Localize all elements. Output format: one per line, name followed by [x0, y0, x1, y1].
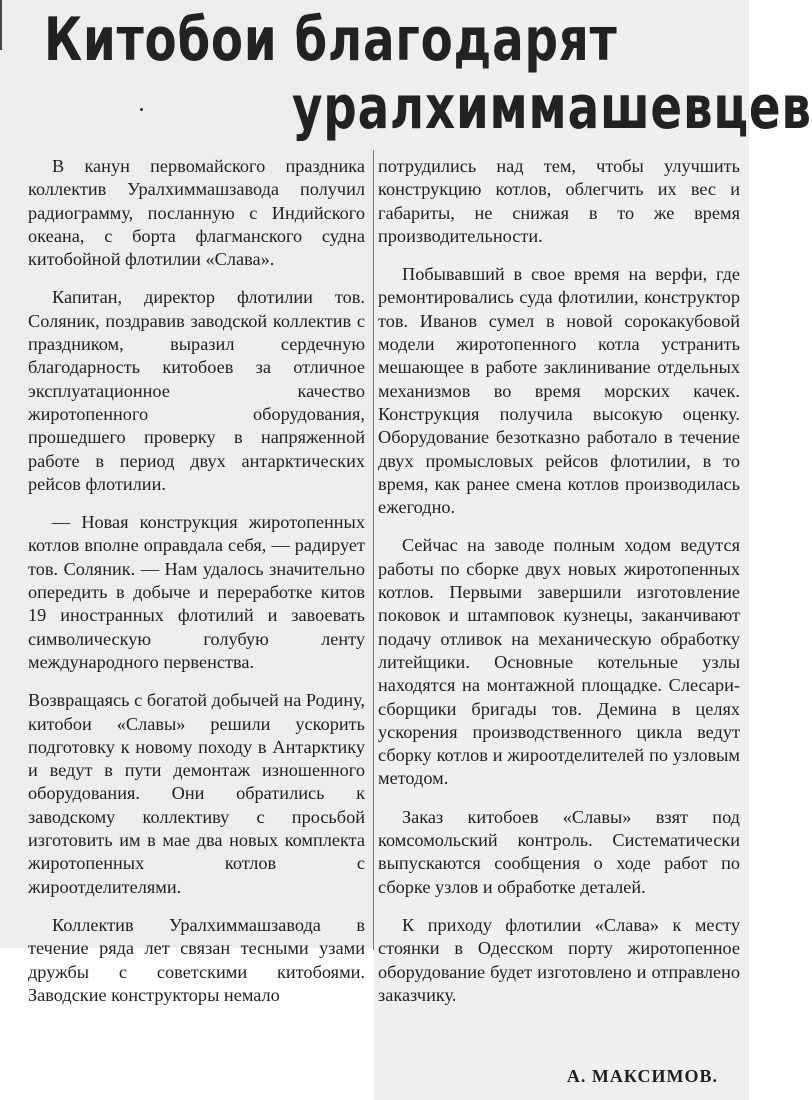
paragraph: Возвращаясь с богатой добычей на Родину, китобои «Славы» решили ускорить подготовку к новому походу в Антарктику и ведут в пути демонтаж изношенного оборудования. Они обратились к заводскому коллективу с просьбой изготовить им в мае два новых комплекта жиротопенных котлов с жироотделителями.	[28, 690, 365, 897]
paragraph: Побывавший в свое время на верфи, где ремонтировались суда флотилии, конструктор тов. Иванов сумел в новой сорокакубовой модели жиротопенного котла устранить мешающее в работе заклинивание отдельных механизмов во время морских качек. Конструкция получила высокую оценку. Оборудование безотказно работало в течение двух промысловых рейсов флотилии, в то время, как ранее смена котлов производилась ежегодно.	[378, 264, 740, 518]
headline-line-2: уралхиммашевцев	[292, 73, 812, 143]
headline-line-1: Китобои благодарят	[44, 5, 618, 75]
edge-rule	[0, 0, 2, 50]
paragraph: К приходу флотилии «Слава» к месту стоянки в Одесском порту жиротопенное оборудование будет изготовлено и отправлено заказчику.	[378, 914, 740, 1005]
print-speck	[140, 108, 143, 111]
paragraph: В канун первомайского праздника коллектив Уралхиммашзавода получил радиограмму, посланную с Индийского океана, с борта флагманского судна китобойной флотилии «Слава».	[28, 156, 365, 270]
paragraph: потрудились над тем, чтобы улучшить конструкцию котлов, облегчить их вес и габариты, не снижая в то же время производительности.	[378, 156, 740, 246]
headline	[44, 5, 812, 146]
author-signature: А. МАКСИМОВ.	[566, 1066, 718, 1086]
paragraph: Капитан, директор флотилии тов. Соляник, поздравив заводской коллектив с праздником, выразил сердечную благодарность китобоев за отличное эксплуатационное качество жиротопенного оборудования, прошедшего проверку в напряженной работе в период двух антарктических рейсов флотилии.	[28, 287, 365, 494]
article-column-left	[28, 155, 365, 1022]
article-column-right	[378, 155, 740, 1022]
paragraph: Сейчас на заводе полным ходом ведутся работы по сборке двух новых жиротопенных котлов. Первыми завершили изготовление поковок и штамповок кузнецы, заканчивают подачу отливок на механическую обработку литейщики. Основные котельные узлы находятся на монтажной площадке. Слесари-сборщики бригады тов. Демина в целях ускорения производственного цикла ведут сборку котлов и жироотделителей по узловым методом.	[378, 535, 740, 789]
paragraph: Заказ китобоев «Славы» взят под комсомольский контроль. Систематически выпускаются сообщения о ходе работ по сборке узлов и обработке деталей.	[378, 806, 740, 897]
paragraph: — Новая конструкция жиротопенных котлов вполне оправдала себя, — радирует тов. Соляник. — Нам удалось значительно опередить в добыче и переработке китов 19 иностранных флотилий и завоевать символическую голубую ленту международного первенства.	[28, 512, 365, 672]
column-divider	[373, 150, 374, 950]
paragraph: Коллектив Уралхиммашзавода в течение ряда лет связан тесными узами дружбы с советскими китобоями. Заводские конструкторы немало	[28, 914, 365, 1005]
